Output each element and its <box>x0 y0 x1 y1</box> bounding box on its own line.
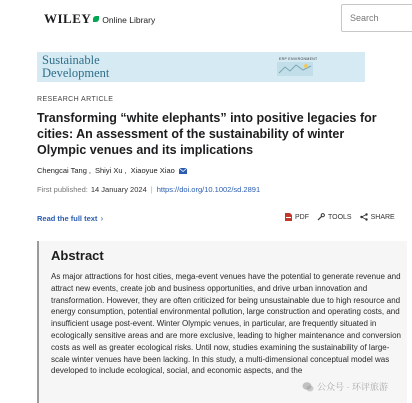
search-box[interactable] <box>341 4 412 32</box>
share-icon <box>360 213 368 221</box>
author-separator: , <box>124 166 127 175</box>
author-separator: , <box>88 166 91 175</box>
banner-tag: ERP ENVIRONMENT <box>279 57 318 61</box>
journal-banner[interactable] <box>37 52 365 82</box>
abstract-heading: Abstract <box>51 248 104 263</box>
author-list <box>37 166 187 175</box>
article-title: Transforming “white elephants” into positive legacies for cities: An assessment of the sustainability of winter Olympic venues and its implications <box>37 111 377 157</box>
share-label: SHARE <box>370 213 395 221</box>
mail-icon[interactable] <box>179 168 187 174</box>
wechat-icon <box>302 381 314 393</box>
wrench-icon <box>317 213 325 221</box>
first-published-date: 14 January 2024 <box>90 185 147 194</box>
abstract-section <box>37 241 407 403</box>
read-full-text-link[interactable] <box>37 214 103 223</box>
doi-link[interactable]: https://doi.org/10.1002/sd.2891 <box>156 185 261 194</box>
leaf-icon <box>93 16 99 22</box>
banner-artwork-icon <box>277 62 313 76</box>
author-link[interactable]: Xiaoyue Xiao <box>130 166 175 175</box>
chevron-right-icon: › <box>100 214 104 223</box>
pdf-label: PDF <box>295 213 309 221</box>
publication-info <box>37 185 260 194</box>
share-button[interactable] <box>360 213 395 221</box>
pdf-icon <box>285 213 292 221</box>
article-tools-bar <box>285 213 403 221</box>
tools-label: TOOLS <box>328 213 352 221</box>
logo-brand: WILEY <box>44 11 92 26</box>
divider: | <box>150 185 153 194</box>
logo-subtitle: Online Library <box>102 15 156 25</box>
author-link[interactable]: Shiyi Xu <box>95 166 123 175</box>
journal-title-line1: Sustainable <box>42 53 100 67</box>
site-header <box>0 0 412 40</box>
watermark <box>302 380 388 393</box>
search-input[interactable] <box>342 5 412 31</box>
author-link[interactable]: Chengcai Tang <box>37 166 87 175</box>
watermark-text: 公众号 · 环评旅游 <box>317 382 388 392</box>
article-type: RESEARCH ARTICLE <box>37 96 114 103</box>
pdf-button[interactable] <box>285 213 309 221</box>
first-published-label: First published: <box>37 185 88 194</box>
journal-title <box>42 54 109 80</box>
tools-button[interactable] <box>317 213 352 221</box>
abstract-text: As major attractions for host cities, mega-event venues have the potential to generate revenue and attract new events, create job and business opportunities, and drive urban innovation and transformation. However, they are often criticized for being unsustainable due to high resource and energy consumption, potential environmental pollution, large construction and operating costs, and insufficient usage post-event. Winter Olympic venues, in particular, are frequently situated in ecologically sensitive areas and are more exclusive, leading to higher maintenance and conversion costs as well as greater ecological risks. Until now, studies examining the sustainability of large-scale winter venues have been lacking. In this study, a multi-dimensional conceptual model was developed to include ecological, social, and economic aspects, and the <box>51 272 401 376</box>
read-full-text-label: Read the full text <box>37 214 98 223</box>
journal-title-line2: Development <box>42 66 110 80</box>
wiley-logo[interactable] <box>44 11 155 27</box>
